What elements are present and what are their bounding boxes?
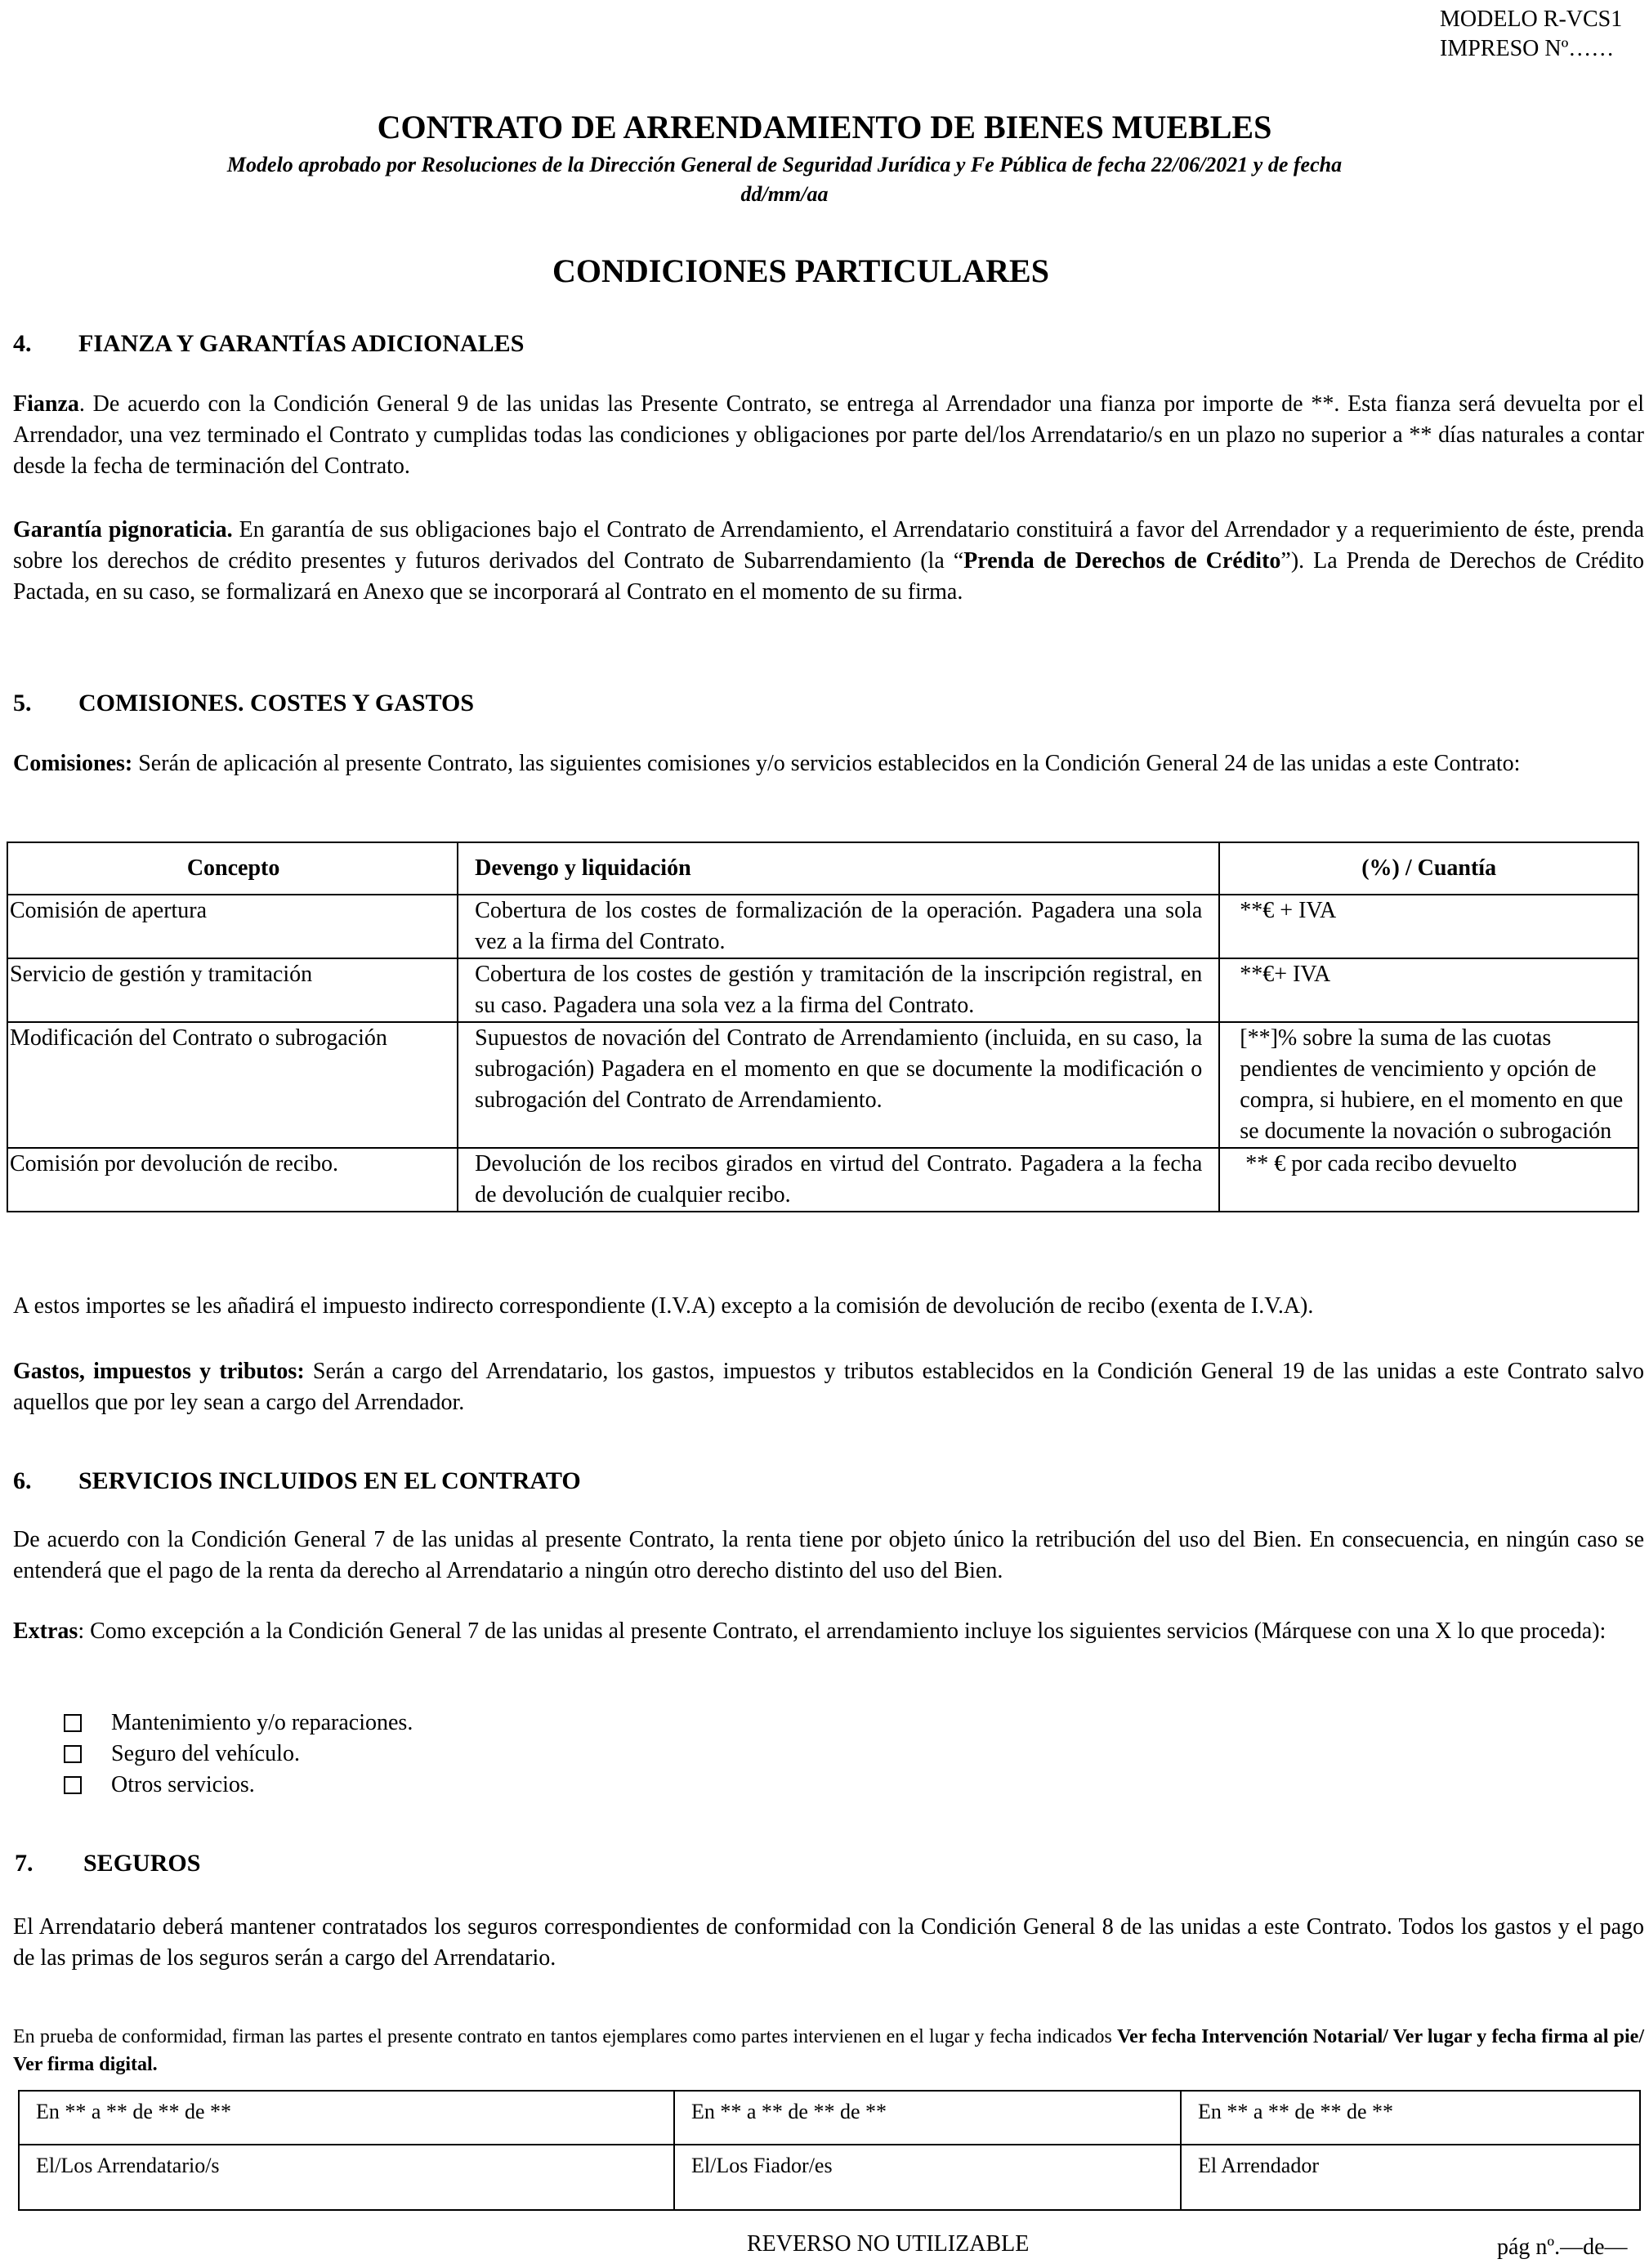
model-code: MODELO R-VCS1 bbox=[1440, 7, 1623, 32]
table-cell: Devolución de los recibos girados en virtud del Contrato. Pagadera a la fecha de devolución de cualquier recibo. bbox=[458, 1148, 1219, 1212]
signature-intro-text: En prueba de conformidad, firman las partes el presente contrato en tantos ejemplares como partes intervienen en el lugar y fecha indicados bbox=[13, 2026, 1118, 2047]
column-header-concepto: Concepto bbox=[7, 842, 458, 895]
section-6-heading bbox=[13, 1466, 581, 1497]
page-number: pág nº.—de— bbox=[1497, 2235, 1628, 2260]
option-label: Seguro del vehículo. bbox=[111, 1741, 300, 1766]
extras-options bbox=[64, 1708, 413, 1801]
section-number: 5. bbox=[13, 690, 32, 717]
fianza-text: . De acuerdo con la Condición General 9 de las unidas las Presente Contrato, se entrega al Arrendador una fianza por importe de **. Esta fianza será devuelta por el Arrendador, una vez terminado el Contrato y cumplidas todas las condiciones y obligaciones por parte del/los Arrendatario/s en un plazo no superior a ** días naturales a contar desde la fecha de terminación del Contrato. bbox=[13, 391, 1644, 479]
garantia-bold-term: Prenda de Derechos de Crédito bbox=[963, 548, 1281, 574]
gastos-paragraph bbox=[13, 1356, 1644, 1418]
section-title: SERVICIOS INCLUIDOS EN EL CONTRATO bbox=[78, 1467, 581, 1494]
section-4-heading bbox=[13, 328, 524, 359]
extras-text: : Como excepción a la Condición General 7 de las unidas al presente Contrato, el arrendamiento incluye los siguientes servicios (Márquese con una X lo que proceda): bbox=[78, 1618, 1607, 1644]
table-cell: Modificación del Contrato o subrogación bbox=[7, 1022, 458, 1148]
option-label: Mantenimiento y/o reparaciones. bbox=[111, 1710, 413, 1735]
table-cell: Supuestos de novación del Contrato de Arrendamiento (incluida, en su caso, la subrogación) Pagadera en el momento en que se documente la modificación o subrogación del Contrato de Arrendamiento. bbox=[458, 1022, 1219, 1148]
servicios-paragraph: De acuerdo con la Condición General 7 de las unidas al presente Contrato, la renta tiene por objeto único la retribución del uso del Bien. En consecuencia, en ningún caso se entenderá que el pago de la renta da derecho al Arrendatario a ningún otro derecho distinto del uso del Bien. bbox=[13, 1527, 1644, 1583]
commissions-table bbox=[7, 842, 1639, 1212]
reverso-note: REVERSO NO UTILIZABLE bbox=[747, 2231, 1030, 2257]
parties-row bbox=[19, 2145, 1640, 2210]
extras-label: Extras bbox=[13, 1618, 78, 1644]
extras-paragraph bbox=[13, 1616, 1644, 1647]
table-cell: Cobertura de los costes de formalización de la operación. Pagadera una sola vez a la firma del Contrato. bbox=[458, 895, 1219, 958]
comisiones-paragraph bbox=[13, 748, 1644, 779]
document-title: CONTRATO DE ARRENDAMIENTO DE BIENES MUEBLES bbox=[377, 109, 1272, 145]
place-date-field[interactable]: En ** a ** de ** de ** bbox=[19, 2091, 674, 2145]
option-label: Otros servicios. bbox=[111, 1772, 255, 1797]
table-cell: **€+ IVA bbox=[1219, 958, 1638, 1022]
section-number: 6. bbox=[13, 1467, 32, 1494]
comisiones-text: Serán de aplicación al presente Contrato, las siguientes comisiones y/o servicios establecidos en la Condición General 24 de las unidas a este Contrato: bbox=[132, 751, 1521, 776]
seguros-paragraph: El Arrendatario deberá mantener contratados los seguros correspondientes de conformidad con la Condición General 8 de las unidas a este Contrato. Todos los gastos y el pago de las primas de los seguros serán a cargo del Arrendatario. bbox=[13, 1914, 1644, 1971]
conditions-title: CONDICIONES PARTICULARES bbox=[552, 252, 1049, 289]
signature-arrendador[interactable]: El Arrendador bbox=[1181, 2145, 1640, 2210]
option-other-services[interactable] bbox=[64, 1770, 413, 1801]
comisiones-label: Comisiones: bbox=[13, 751, 133, 776]
signature-intro bbox=[13, 2023, 1644, 2078]
garantia-text: En garantía de sus obligaciones bajo el Contrato de Arrendamiento, el Arrendatario constituirá a favor del Arrendador y a requerimiento de éste, prenda sobre los derechos de crédito presentes y futuros derivados del Contrato de Subarrendamiento (la “ bbox=[13, 517, 1644, 574]
place-date-field[interactable]: En ** a ** de ** de ** bbox=[674, 2091, 1181, 2145]
table-cell: ** € por cada recibo devuelto bbox=[1219, 1148, 1638, 1212]
document-subtitle: Modelo aprobado por Resoluciones de la Dirección General de Seguridad Jurídica y Fe Pública de fecha 22/06/2021 y de fecha dd/mm/aa bbox=[226, 153, 1343, 206]
table-row bbox=[7, 1148, 1638, 1212]
column-header-cuantia: (%) / Cuantía bbox=[1219, 842, 1638, 895]
table-cell: Comisión por devolución de recibo. bbox=[7, 1148, 458, 1212]
signature-arrendatario[interactable]: El/Los Arrendatario/s bbox=[19, 2145, 674, 2210]
signature-fiador[interactable]: El/Los Fiador/es bbox=[674, 2145, 1181, 2210]
garantia-text-end: ”). La Prenda de Derechos de Crédito Pactada, en su caso, se formalizará en Anexo que se incorporará al Contrato en el momento de su firma. bbox=[13, 548, 1644, 605]
place-date-field[interactable]: En ** a ** de ** de ** bbox=[1181, 2091, 1640, 2145]
table-row bbox=[7, 1022, 1638, 1148]
table-row bbox=[7, 895, 1638, 958]
section-7-heading bbox=[15, 1848, 200, 1879]
table-cell: Servicio de gestión y tramitación bbox=[7, 958, 458, 1022]
table-cell: **€ + IVA bbox=[1219, 895, 1638, 958]
signature-intro-bold: Ver fecha Intervención Notarial/ Ver lugar y fecha firma al pie/ Ver firma digital. bbox=[13, 2026, 1645, 2075]
gastos-text: Serán a cargo del Arrendatario, los gastos, impuestos y tributos establecidos en la Condición General 19 de las unidas a este Contrato salvo aquellos que por ley sean a cargo del Arrendador. bbox=[13, 1359, 1644, 1415]
section-title: FIANZA Y GARANTÍAS ADICIONALES bbox=[78, 330, 525, 357]
gastos-label: Gastos, impuestos y tributos: bbox=[13, 1359, 305, 1384]
section-number: 4. bbox=[13, 330, 32, 357]
garantia-paragraph bbox=[13, 515, 1644, 608]
place-date-row bbox=[19, 2091, 1640, 2145]
section-5-heading bbox=[13, 688, 474, 719]
table-cell: Comisión de apertura bbox=[7, 895, 458, 958]
table-row bbox=[7, 958, 1638, 1022]
iva-note: A estos importes se les añadirá el impuesto indirecto correspondiente (I.V.A) excepto a la comisión de devolución de recibo (exenta de I.V.A). bbox=[13, 1293, 1314, 1319]
section-title: COMISIONES. COSTES Y GASTOS bbox=[78, 690, 475, 717]
table-header-row bbox=[7, 842, 1638, 895]
option-maintenance[interactable] bbox=[64, 1708, 413, 1739]
model-header bbox=[1440, 5, 1622, 64]
checkbox-icon[interactable] bbox=[64, 1776, 82, 1794]
checkbox-icon[interactable] bbox=[64, 1714, 82, 1732]
garantia-label: Garantía pignoraticia. bbox=[13, 517, 233, 542]
fianza-paragraph bbox=[13, 389, 1644, 482]
column-header-devengo: Devengo y liquidación bbox=[458, 842, 1219, 895]
table-cell: Cobertura de los costes de gestión y tramitación de la inscripción registral, en su caso. Pagadera una sola vez a la firma del Contrato. bbox=[458, 958, 1219, 1022]
table-cell: [**]% sobre la suma de las cuotas pendientes de vencimiento y opción de compra, si hubiere, en el momento en que se documente la novación o subrogación bbox=[1219, 1022, 1638, 1148]
signature-table bbox=[18, 2090, 1641, 2211]
impreso-number: IMPRESO Nº…… bbox=[1440, 36, 1615, 61]
fianza-label: Fianza bbox=[13, 391, 79, 417]
option-insurance[interactable] bbox=[64, 1739, 413, 1770]
checkbox-icon[interactable] bbox=[64, 1745, 82, 1763]
section-number: 7. bbox=[15, 1850, 34, 1877]
section-title: SEGUROS bbox=[83, 1850, 201, 1877]
